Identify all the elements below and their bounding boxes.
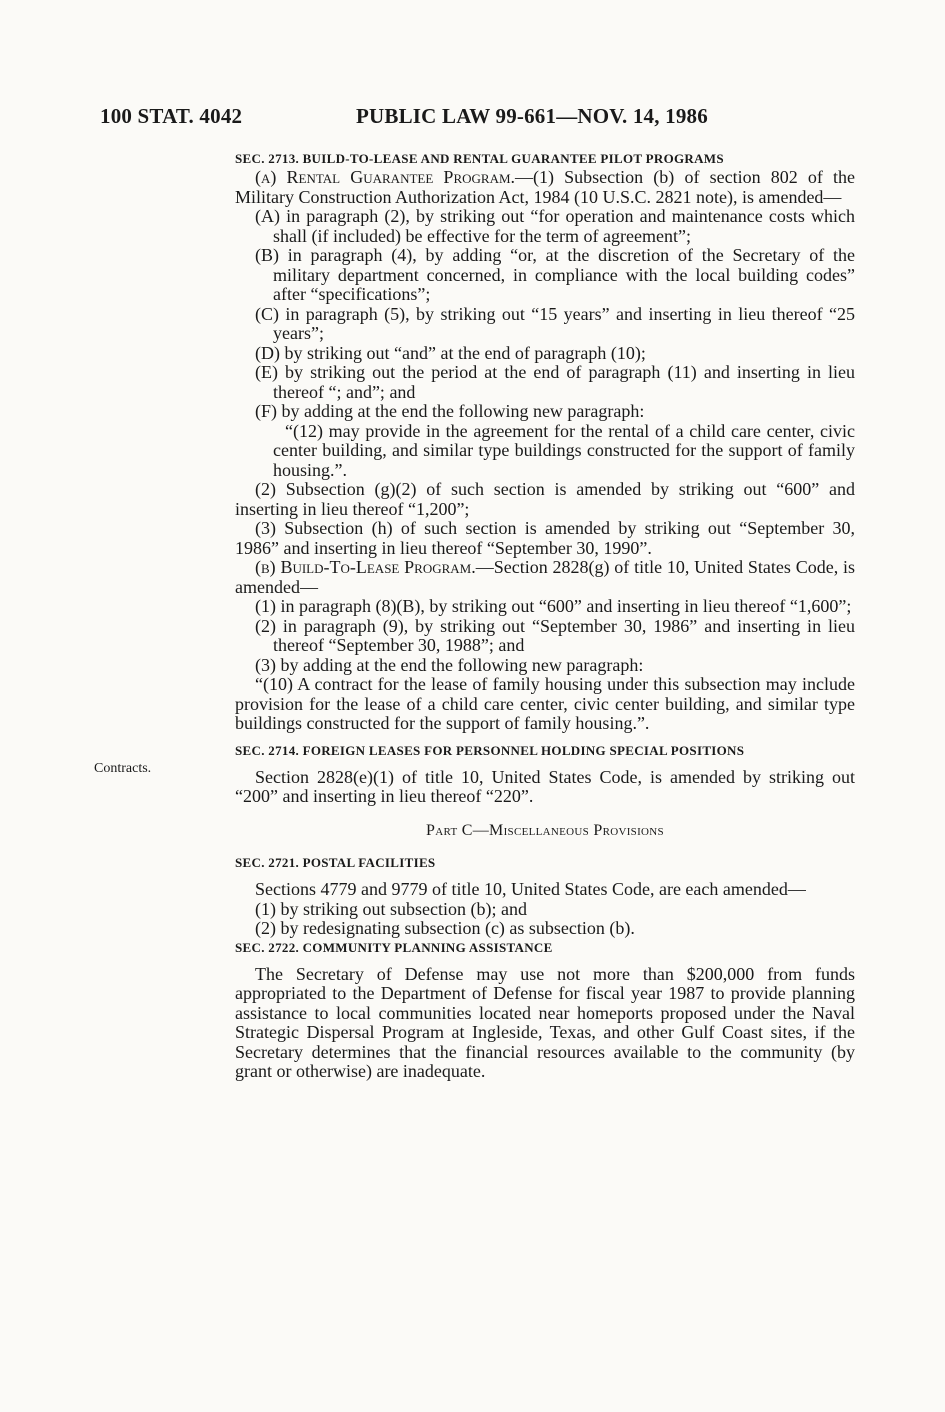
section-2714-text: Section 2828(e)(1) of title 10, United States Code, is amended by striking out “200” and inserting in lieu thereof “220”. [235,766,855,806]
section-2713-a [235,168,855,207]
section-2713-heading: SEC. 2713. BUILD-TO-LEASE AND RENTAL GUARANTEE PILOT PROGRAMS [235,151,724,166]
subsection-a-3: (3) Subsection (h) of such section is amended by striking out “September 30, 1986” and inserting in lieu thereof “September 30, 1990”. [235,518,855,558]
section-2721-heading: SEC. 2721. POSTAL FACILITIES [235,855,436,870]
para-b-1: (1) in paragraph (8)(B), by striking out “600” and inserting in lieu thereof “1,600”; [255,596,852,616]
subsection-a-label: (a) Rental Guarantee Program. [255,167,516,187]
part-c-heading: Part C—Miscellaneous Provisions [426,821,664,839]
para-E: (E) by striking out the period at the end of paragraph (11) and inserting in lieu thereof “; and”; and [255,362,855,402]
section-2714-heading: SEC. 2714. FOREIGN LEASES FOR PERSONNEL HOLDING SPECIAL POSITIONS [235,742,745,758]
section-2721-p1: (1) by striking out subsection (b); and [255,898,527,919]
para-C: (C) in paragraph (5), by striking out “15 years” and inserting in lieu thereof “25 years”; [255,303,855,343]
para-D: (D) by striking out “and” at the end of paragraph (10); [255,342,646,363]
subsection-b-text: —Section 2828(g) of title 10, United States Code, is amended— [235,557,855,597]
body-column [235,150,855,1082]
margin-note-contracts: Contracts. [94,761,152,776]
section-2721-text: Sections 4779 and 9779 of title 10, United States Code, are each amended— [255,879,806,899]
para-B: (B) in paragraph (4), by adding “or, at the discretion of the Secretary of the military department concerned, in compliance with the local building codes” after “specifications”; [255,245,855,304]
stat-reference: 100 STAT. 4042 [100,104,243,128]
para-F: (F) by adding at the end the following new paragraph: [255,401,645,421]
subsection-b-label: (b) Build-To-Lease Program. [255,557,476,577]
para-b-3-quote: “(10) A contract for the lease of family housing under this subsection may include provision for the lease of a child care center, civic center building, and similar type buildings constructed for the support of family housing.”. [235,674,855,733]
section-2722-text: The Secretary of Defense may use not more than $200,000 from funds appropriated to the Department of Defense for fiscal year 1987 to provide planning assistance to local communities located near homeports proposed under the Naval Strategic Dispersal Program at Ingleside, Texas, and other Gulf Coast sites, if the Secretary determines that the financial resources available to the community (by grant or otherwise) are inadequate. [235,963,855,1081]
section-2722-heading: SEC. 2722. COMMUNITY PLANNING ASSISTANCE [235,939,553,955]
para-A: (A) in paragraph (2), by striking out “for operation and maintenance costs which shall (if included) be effective for the term of agreement”; [255,206,855,246]
law-title: PUBLIC LAW 99-661—NOV. 14, 1986 [356,104,708,128]
para-b-3: (3) by adding at the end the following new paragraph: [255,654,644,675]
para-b-2: (2) in paragraph (9), by striking out “September 30, 1986” and inserting in lieu thereof “September 30, 1988”; and [255,615,855,655]
section-2713-b [235,558,855,597]
subsection-a-text: —(1) Subsection (b) of section 802 of the Military Construction Authorization Act, 1984 (10 U.S.C. 2821 note), is amended— [235,167,856,207]
section-2721-p2: (2) by redesignating subsection (c) as subsection (b). [255,918,635,938]
para-F-quote: “(12) may provide in the agreement for the rental of a child care center, civic center building, and similar type buildings constructed for the support of family housing.”. [273,420,855,480]
subsection-a-2: (2) Subsection (g)(2) of such section is amended by striking out “600” and inserting in lieu thereof “1,200”; [235,479,855,519]
